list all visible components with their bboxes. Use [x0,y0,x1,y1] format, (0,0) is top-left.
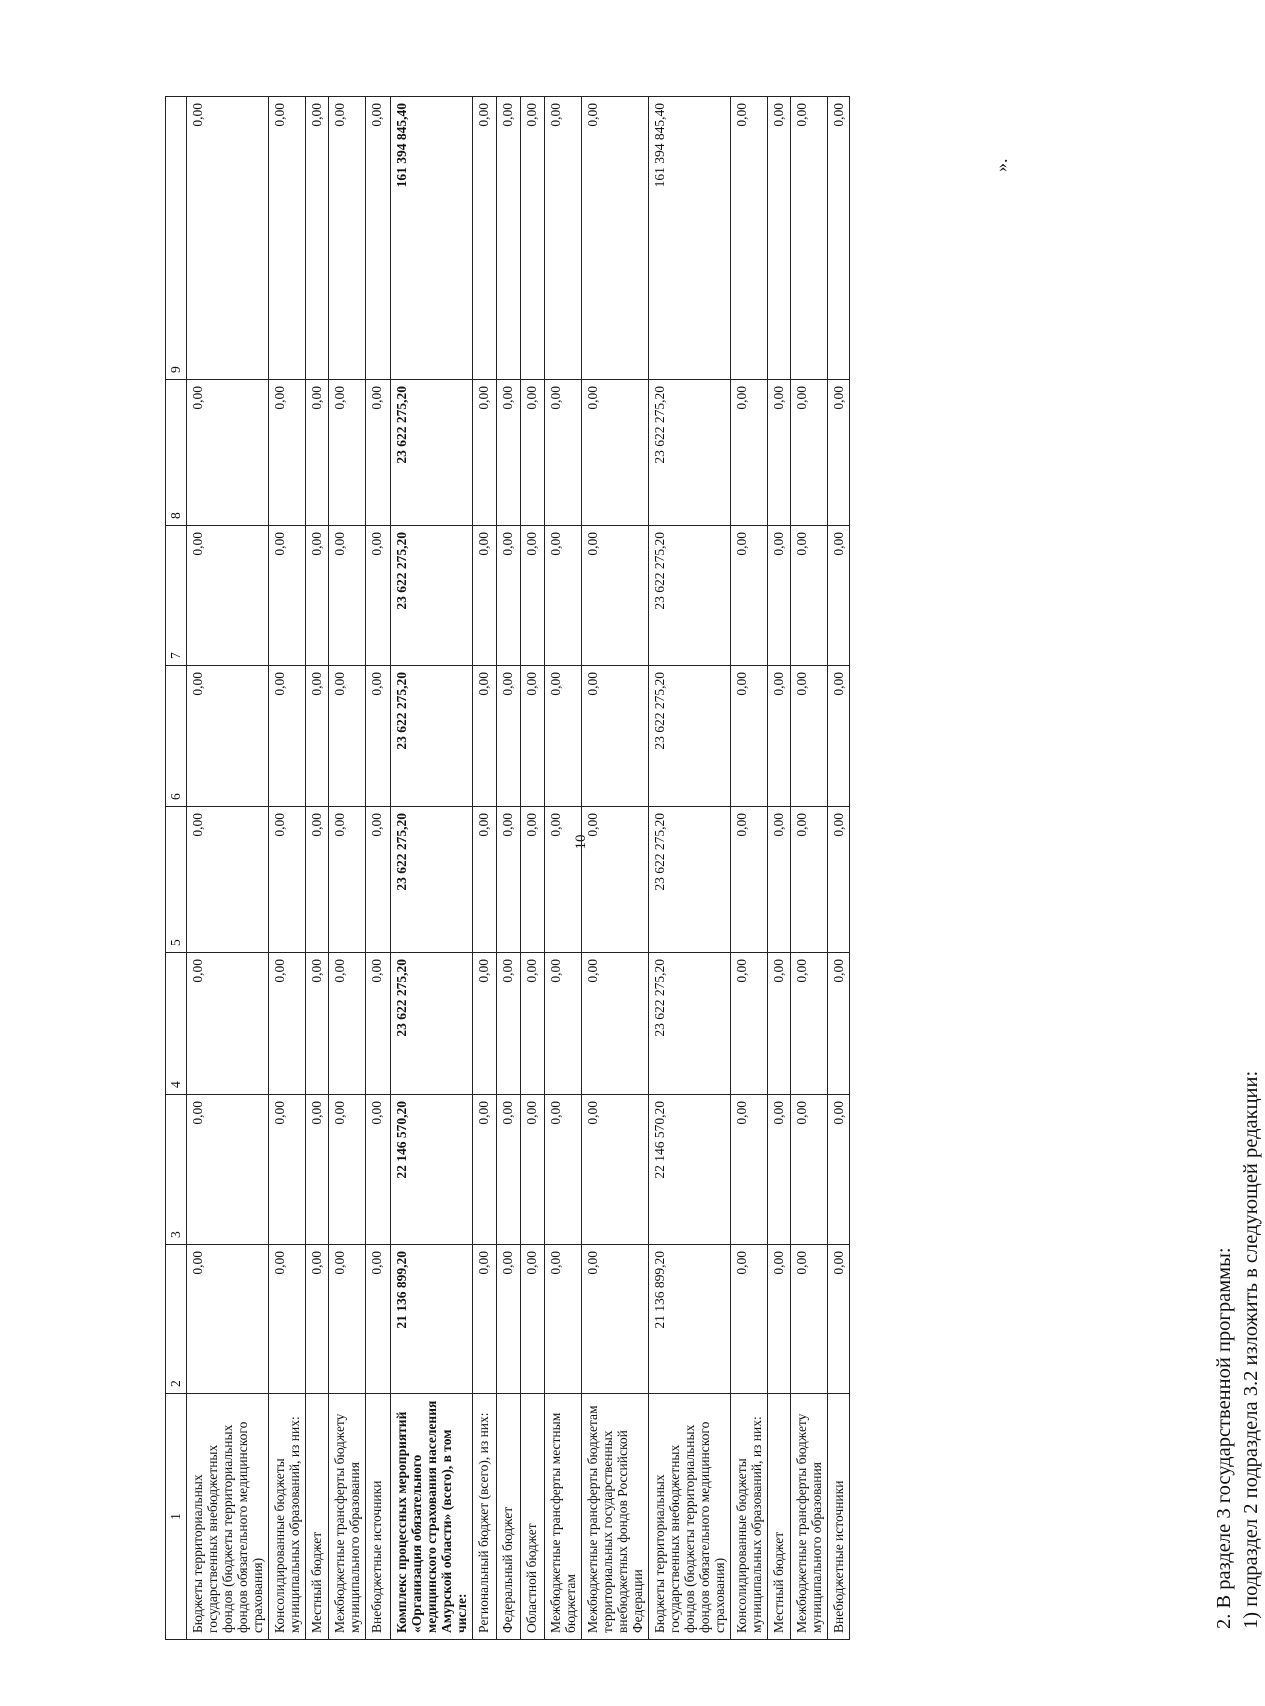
cell-value: 0,00 [473,953,497,1095]
cell-value: 0,00 [828,526,850,666]
table-row [329,97,366,1640]
row-label: Внебюджетные источники [828,1394,850,1640]
page-number: 10 [573,834,589,850]
table-row [649,97,731,1640]
cell-value: 0,00 [366,807,391,953]
column-header: 3 [166,1095,187,1245]
row-label: Местный бюджет [306,1394,329,1640]
cell-value: 0,00 [791,1095,828,1245]
cell-value: 0,00 [521,380,545,526]
cell-value: 0,00 [306,97,329,380]
table-row [269,97,306,1640]
cell-value: 0,00 [731,380,768,526]
cell-value: 0,00 [768,380,791,526]
cell-value: 0,00 [828,666,850,807]
cell-value: 23 622 275,20 [649,807,731,953]
cell-value: 0,00 [497,807,521,953]
cell-value: 0,00 [768,1245,791,1394]
cell-value: 0,00 [187,1095,269,1245]
cell-value: 22 146 570,20 [649,1095,731,1245]
cell-value: 0,00 [187,807,269,953]
cell-value: 0,00 [791,666,828,807]
cell-value: 0,00 [828,1095,850,1245]
cell-value: 0,00 [473,1245,497,1394]
cell-value: 0,00 [497,1095,521,1245]
cell-value: 0,00 [521,526,545,666]
cell-value: 0,00 [791,953,828,1095]
row-label: Внебюджетные источники [366,1394,391,1640]
cell-value: 0,00 [329,953,366,1095]
cell-value: 0,00 [545,526,582,666]
cell-value: 0,00 [306,807,329,953]
row-label: Комплекс процессных мероприятий «Организация обязательного медицинского страхования населения Амурской области» (всего), в том числе: [391,1394,473,1640]
cell-value: 0,00 [329,1245,366,1394]
cell-value: 0,00 [473,380,497,526]
row-label: Консолидированные бюджеты муниципальных образований, из них: [269,1394,306,1640]
cell-value: 0,00 [366,1095,391,1245]
row-label: Межбюджетные трансферты бюджету муниципального образования [329,1394,366,1640]
cell-value: 0,00 [306,1245,329,1394]
cell-value: 0,00 [545,666,582,807]
cell-value: 0,00 [791,526,828,666]
cell-value: 0,00 [269,380,306,526]
column-header: 5 [166,807,187,953]
row-label: Межбюджетные трансферты бюджету муниципального образования [791,1394,828,1640]
cell-value: 0,00 [545,1095,582,1245]
cell-value: 0,00 [497,953,521,1095]
cell-value: 0,00 [473,97,497,380]
cell-value: 0,00 [545,97,582,380]
cell-value: 0,00 [269,666,306,807]
row-label: Межбюджетные трансферты бюджетам территориальных государственных внебюджетных фондов Российской Федерации [582,1394,649,1640]
cell-value: 0,00 [473,526,497,666]
cell-value: 0,00 [791,380,828,526]
row-label: Региональный бюджет (всего), из них: [473,1394,497,1640]
paragraph-line: 1) подраздел 2 подраздела 3.2 изложить в следующей редакции: [1240,1070,1262,1629]
cell-value: 0,00 [791,807,828,953]
cell-value: 0,00 [366,526,391,666]
column-header: 4 [166,953,187,1095]
cell-value: 0,00 [582,953,649,1095]
column-number-row [166,97,187,1640]
table-row [391,97,473,1640]
cell-value: 0,00 [828,97,850,380]
rotated-page-content [165,80,1262,1640]
cell-value: 0,00 [828,1245,850,1394]
cell-value: 0,00 [497,666,521,807]
cell-value: 23 622 275,20 [391,380,473,526]
cell-value: 0,00 [187,1245,269,1394]
cell-value: 0,00 [768,1095,791,1245]
cell-value: 0,00 [473,807,497,953]
cell-value: 23 622 275,20 [649,526,731,666]
cell-value: 0,00 [329,97,366,380]
table-row [828,97,850,1640]
cell-value: 0,00 [521,666,545,807]
column-header: 8 [166,380,187,526]
cell-value: 0,00 [768,526,791,666]
cell-value: 0,00 [306,526,329,666]
cell-value: 0,00 [731,97,768,380]
cell-value: 0,00 [582,1245,649,1394]
table-row [187,97,269,1640]
cell-value: 0,00 [187,97,269,380]
cell-value: 0,00 [731,807,768,953]
cell-value: 0,00 [329,807,366,953]
row-label: Бюджеты территориальных государственных внебюджетных фондов (бюджеты территориальных фондов обязательного медицинского страхования) [649,1394,731,1640]
cell-value: 23 622 275,20 [391,807,473,953]
cell-value: 0,00 [306,953,329,1095]
cell-value: 0,00 [269,1095,306,1245]
cell-value: 0,00 [269,1245,306,1394]
cell-value: 0,00 [582,666,649,807]
table-row [497,97,521,1640]
cell-value: 0,00 [187,953,269,1095]
cell-value: 0,00 [306,1095,329,1245]
cell-value: 0,00 [545,1245,582,1394]
cell-value: 0,00 [187,526,269,666]
cell-value: 0,00 [366,97,391,380]
cell-value: 0,00 [582,380,649,526]
cell-value: 0,00 [521,1095,545,1245]
table-row [473,97,497,1640]
cell-value: 0,00 [366,666,391,807]
cell-value: 0,00 [582,97,649,380]
table-row [521,97,545,1640]
budget-table [165,96,850,1640]
cell-value: 0,00 [306,666,329,807]
cell-value: 0,00 [187,380,269,526]
cell-value: 161 394 845,40 [649,97,731,380]
row-label: Областной бюджет [521,1394,545,1640]
cell-value: 0,00 [497,1245,521,1394]
cell-value: 0,00 [269,526,306,666]
cell-value: 0,00 [329,666,366,807]
cell-value: 0,00 [545,953,582,1095]
cell-value: 0,00 [582,526,649,666]
cell-value: 0,00 [521,97,545,380]
cell-value: 0,00 [366,380,391,526]
cell-value: 21 136 899,20 [391,1245,473,1394]
cell-value: 0,00 [473,666,497,807]
table-row [768,97,791,1640]
table-row [731,97,768,1640]
column-header: 2 [166,1245,187,1394]
cell-value: 21 136 899,20 [649,1245,731,1394]
cell-value: 0,00 [731,1095,768,1245]
row-label: Консолидированные бюджеты муниципальных образований, из них: [731,1394,768,1640]
cell-value: 0,00 [329,1095,366,1245]
cell-value: 0,00 [521,807,545,953]
cell-value: 0,00 [731,953,768,1095]
cell-value: 0,00 [521,1245,545,1394]
cell-value: 0,00 [269,953,306,1095]
cell-value: 0,00 [731,1245,768,1394]
cell-value: 0,00 [731,526,768,666]
cell-value: 23 622 275,20 [391,526,473,666]
cell-value: 0,00 [828,953,850,1095]
cell-value: 0,00 [828,807,850,953]
cell-value: 23 622 275,20 [649,380,731,526]
row-label: Федеральный бюджет [497,1394,521,1640]
column-header: 7 [166,526,187,666]
cell-value: 0,00 [545,807,582,953]
column-header: 1 [166,1394,187,1640]
row-label: Межбюджетные трансферты местным бюджетам [545,1394,582,1640]
cell-value: 0,00 [545,380,582,526]
table-row [791,97,828,1640]
cell-value: 0,00 [269,97,306,380]
cell-value: 23 622 275,20 [391,953,473,1095]
cell-value: 161 394 845,40 [391,97,473,380]
cell-value: 0,00 [497,97,521,380]
cell-value: 0,00 [366,953,391,1095]
cell-value: 0,00 [306,380,329,526]
cell-value: 0,00 [582,1095,649,1245]
cell-value: 0,00 [768,953,791,1095]
cell-value: 0,00 [768,666,791,807]
cell-value: 0,00 [497,380,521,526]
cell-value: 0,00 [731,666,768,807]
cell-value: 0,00 [269,807,306,953]
column-header: 6 [166,666,187,807]
cell-value: 22 146 570,20 [391,1095,473,1245]
amendment-paragraph [1211,130,1265,1630]
cell-value: 23 622 275,20 [649,666,731,807]
column-header: 9 [166,97,187,380]
cell-value: 0,00 [329,380,366,526]
cell-value: 23 622 275,20 [649,953,731,1095]
cell-value: 0,00 [521,953,545,1095]
cell-value: 0,00 [768,97,791,380]
table-row [306,97,329,1640]
cell-value: 0,00 [329,526,366,666]
cell-value: 0,00 [366,1245,391,1394]
cell-value: 23 622 275,20 [391,666,473,807]
table-row [582,97,649,1640]
cell-value: 0,00 [791,1245,828,1394]
cell-value: 0,00 [582,807,649,953]
table-row [366,97,391,1640]
closing-quote-mark: ». [991,158,1011,172]
cell-value: 0,00 [828,380,850,526]
cell-value: 0,00 [473,1095,497,1245]
row-label: Местный бюджет [768,1394,791,1640]
cell-value: 0,00 [187,666,269,807]
cell-value: 0,00 [497,526,521,666]
row-label: Бюджеты территориальных государственных внебюджетных фондов (бюджеты территориальных фондов обязательного медицинского страхования) [187,1394,269,1640]
paragraph-line: 2. В разделе 3 государственной программы: [1213,1247,1235,1629]
cell-value: 0,00 [791,97,828,380]
table-row [545,97,582,1640]
cell-value: 0,00 [768,807,791,953]
